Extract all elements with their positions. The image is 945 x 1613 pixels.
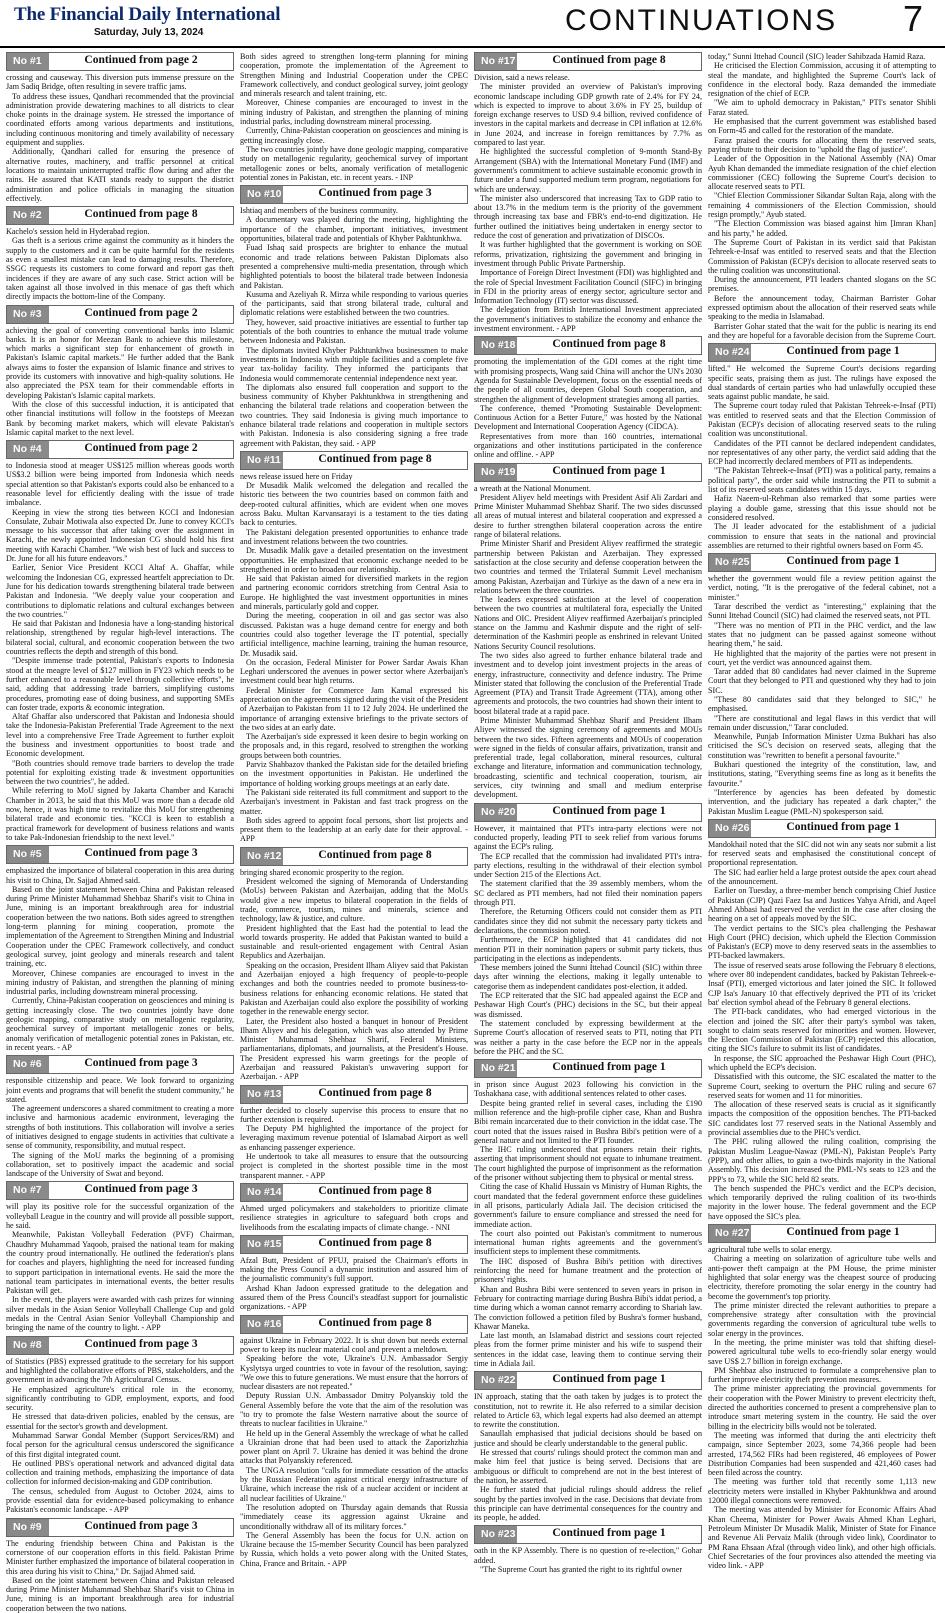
article-paragraph: Parviz Shahbazov thanked the Pakistan side for the detailed briefing on the investment opportunities in Pakistan. He underlined the importance of holding working groups meetings at an early date. [240,760,468,788]
article-paragraph: To address these issues, Qandhari recommended that the provincial administration provide dewatering machines to all districts to clear choke points in the drainage system. He stressed the importance of coordinated efforts among various departments and institutions, including continuous monitoring and timely availability of necessary equipment and supplies. [6,91,234,148]
article-paragraph: emphasized the importance of bilateral cooperation in this area during his visit to China, Dr. Sajjad Ahmed said. [6,866,234,885]
column-3 [474,52,702,1575]
article-paragraph: He emphasized agriculture's critical role in the economy, significantly contributing to GDP, employment, exports, and food security. [6,1384,234,1413]
article-paragraph: However, it maintained that PTI's intra-party elections were not conducted properly, leading PTI to seek relief from various forums against the ECP's ruling. [474,823,702,852]
continued-from-label: Continued from page 1 [517,1372,701,1389]
article-paragraph: The Supreme Court of Pakistan in its verdict said that Pakistan Tehreek-e-Insaf was entitled to reserved seats and that the Election Commission of Pakistan (ECP)'s decision to allocate reserved seats to the ruling coalition was unconstitutional. [708,237,936,275]
article-paragraph: Division, said a news release. [474,73,570,82]
article-paragraph: responsible citizenship and peace. We look forward to organizing joint events and programs that will benefit the student community," he stated. [6,1076,234,1104]
continuation-number: No #27 [709,1225,751,1242]
article-paragraph: Tarar described the verdict as "interesting," explaining that the Sunni Ittehad Council (SIC) had claimed the reserved seats, not PTI. [708,602,936,621]
continued-from-label: Continued from page 8 [517,53,701,70]
continuation-number: No #11 [241,452,283,469]
column-1 [6,52,234,1613]
continuation-number: No #20 [475,804,517,821]
article-paragraph: The leaders expressed satisfaction at the level of cooperation between the two countries at multilateral fora, especially the United Nations and OIC. President Aliyev reaffirmed Azerbaijan's principled stance on the Jammu and Kashmir dispute and the right of self-determination of the Kashmiri people as enshrined in relevant United Nations Security Council resolutions. [474,595,702,651]
continuation-header [240,1235,468,1254]
continuation-block [708,343,936,550]
continued-from-label: Continued from page 8 [283,1086,467,1103]
article-paragraph: The ECP reiterated that the SIC had appealed against the ECP and Peshawar High Court's (PHC) decisions in the SC, but their appeal was dismissed. [474,991,702,1019]
continuation-block [240,1183,468,1232]
article-paragraph: Later, the President also hosted a banquet in honour of President Ilham Aliyev and his delegation, which was also attended by Prime Minister Muhammad Shehbaz Sharif, Federal Ministers, parliamentarians, diplomats, and journalists, at the President's House. The President expressed his warm greetings for the people of Azerbaijan and reassured Pakistan's unwavering support for Azerbaijan. - APP [240,1016,468,1082]
continuation-header [474,336,702,355]
article-columns [0,48,945,1613]
continuation-header [6,1055,234,1074]
continuation-header [708,819,936,838]
continuation-number: No #17 [475,53,517,70]
continuation-block [708,1224,936,1570]
continuation-header [474,52,702,71]
article-paragraph: news release issued here on Friday [240,471,353,481]
article-paragraph: today," Sunni Ittehad Council (SIC) leader Sahibzada Hamid Raza. [708,52,926,61]
article-paragraph: Ishtiaq and members of the business community. [240,206,398,216]
article-paragraph: The delegation from British International Investment appreciated the government's initiatives to stabilize the economy and enhance the investment environment. - APP [474,305,702,334]
continuation-number: No #2 [7,207,49,224]
continuation-block [6,1518,234,1613]
continuation-header [474,803,702,822]
continued-from-label: Continued from page 2 [49,441,233,458]
article-paragraph: Altaf Ghaffar also underscored that Pakistan and Indonesia should take the Indonesia-Pakistan Preferential Trade Agreement to the next level into a comprehensive Free Trade Agreement to further exploit the business and investment opportunities to boost trade and Economic development. [6,712,234,759]
continuation-number: No #23 [475,1526,517,1543]
continuation-block [474,1525,702,1574]
article-paragraph: Afzal Butt, President of PFUJ, praised the Chairman's efforts in making the Press Council a dynamic institution and assured him of the journalistic community's full support. [240,1255,468,1284]
article-paragraph: "There was no mention of PTI in the PHC verdict, and the law states that no judgment can be passed against someone without hearing them," he said. [708,620,936,649]
continuation-header [6,52,234,71]
article-paragraph: With the close of this successful induction, it is anticipated that other financial institutions will follow in the footsteps of Meezan Bank by becoming market makers, which will elevate Pakistan's Islamic capital market to the next level. [6,399,234,437]
continuation-header [240,1315,468,1334]
continuation-number: No #18 [475,337,517,354]
article-paragraph: Speaking before the vote, Ukraine's U.N. Ambassador Sergiy Kyslytsya urged countries to vote in favour of the resolution, saying: "We owe this to future generations. We must ensure that the horrors of nuclear disasters are not repeated." [240,1354,468,1392]
article-paragraph: Dr. Musadik Malik gave a detailed presentation on the investment opportunities. He emphasized that economic exchange needed to be strengthened in order to broaden our relationship. [240,546,468,574]
continuation-number: No #5 [7,846,49,863]
continuation-number: No #6 [7,1056,49,1073]
article-paragraph: The PHC ruling allowed the ruling coalition, comprising the Pakistan Muslim League-Nawaz (PML-N), Pakistan People's Party (PPP), and other allies, to gain a two-thirds majority in the National Assembly. This decision increased the PML-N's seats to 123 and the PPP's to 73, while the SIC held 82 seats. [708,1137,936,1184]
article-paragraph: These members joined the Sunni Ittehad Council (SIC) within three days after winning the elections, making it legally untenable to categorise them as independent candidates post-election, it added. [474,963,702,991]
article-paragraph: "Both countries should remove trade barriers to develop the trade potential for exploiting existing trade & investment opportunities between the two countries", he added. [6,758,234,787]
article-paragraph: Additionally, Qandhari called for ensuring the presence of alternative routes, machinery, and traffic personnel at critical locations to maintain uninterrupted traffic flow during and after the rains. He assured that KATI stands ready to support the district administration and police officials in managing the situation effectively. [6,147,234,203]
article-paragraph: Kachelo's session held in Hyderabad region. [6,227,150,237]
article-paragraph: Gas theft is a serious crime against the community as it hinders the supply to the customers and it can be quite harmful for the residents as even a smallest mistake can lead to damaging results. Therefore, SSGC requests its customers to come forward and report gas theft incidences if they are aware of any such case. Strict action will be taken against all those involved in this menace of gas theft which directly impacts the bottom-line of the Company. [6,236,234,302]
article-paragraph: In the meeting, the prime minister was told that shifting diesel-powered agricultural tube wells to eco-friendly solar energy would save US$ 2.7 billion in foreign exchange. [708,1338,936,1366]
article-paragraph: Currently, China-Pakistan cooperation on geosciences and mining is getting increasingly close. [240,126,468,145]
continuation-block [708,819,936,1221]
article-paragraph: The meeting was attended by Minister for Economic Affairs Ahad Khan Cheema, Minister for Power Awais Ahmed Khan Leghari, Petroleum Minister Dr Musadik Malik, Minister of State for Finance and Revenue Ali Pervaiz Malik (through video link), Coordinator to PM Rana Ehsaan Afzal (through video link), and other high officials. Chief Secretaries of the four provinces also attended the meeting via video link. - APP [708,1505,936,1571]
article-paragraph: Based on the joint statement between China and Pakistan released during Prime Minister Muhammad Shehbaz Sharif's visit to China in June, mining is an important breakthrough area for industrial cooperation between the two nations. Both sides agreed to strengthen long-term planning for mining cooperation, promote the implementation of the Agreement to Strengthen Mining and Industrial Cooperation under the CPEC Framework collectively, and conduct geological survey, joint geology and minerals research and talent training, etc. [6,884,234,969]
article-paragraph: Mandokhail noted that the SIC did not win any seats nor submit a list for reserved seats and emphasised the constitutional concept of proportional representation. [708,839,936,868]
continuation-number: No #1 [7,53,49,70]
article-paragraph: The ECP recalled that the commission had invalidated PTI's intra-party elections, resulting in the withdrawal of their election symbol under Section 215 of the Elections Act. [474,851,702,880]
article-paragraph: further decided to closely supervise this process to ensure that no further extension is required. [240,1105,468,1124]
article-paragraph: The SIC had earlier held a large protest outside the apex court ahead of the announcement. [708,867,936,887]
article-paragraph: Muhammad Sarwar Gondal Member (Support Services/RM) and focal person for the agricultural census underscored the significance of this first digital integrated count. [6,1431,234,1459]
article-paragraph: agricultural tube wells to solar energy. [708,1245,832,1255]
article-paragraph: to Indonesia stood at meager US$125 million whereas goods worth US$3.2 billion were being imported from Indonesia which needs special attention so that Pakistan's exports could also be enhanced to a reasonable level for efficiently dealing with the issue of trade imbalance. [6,461,234,508]
continuation-number: No #4 [7,441,49,458]
continuation-header [474,463,702,482]
article-paragraph: The meeting was informed that during the anti electricity theft campaign, since September 2023, some 74,366 people had been arrested, 174,562 FIRs had been registered, 46 employees of Power Distribution Companies had been suspended and 421,460 cases had been filed across the country. [708,1430,936,1478]
article-paragraph: The IHC disposed of Bushra Bibi's petition with directives reinforcing the need for humane treatment and the protection of prisoners' rights. [474,1256,702,1285]
article-paragraph: Dr Musadik Malik welcomed the delegation and recalled the historic ties between the two countries based on common faith and deep-rooted cultural affinities, which are evident when one moves across Baku. Multan Karvansarayi is a testament to the ties dating back to centuries. [240,481,468,528]
article-paragraph: Representatives from more than 160 countries, international organizations and other institutions participated in the conference online and offline. - APP [474,431,702,460]
article-paragraph: Before the announcement today, Chairman Barrister Gohar expressed optimism about the allocation of their reserved seats while speaking to the media in Islamabad. [708,293,936,322]
continued-from-label: Continued from page 3 [283,186,467,203]
continuation-block [240,451,468,844]
article-paragraph: The enduring friendship between China and Pakistan is the cornerstone of our cooperation efforts in this field. Pakistan Prime Minister further emphasized the importance of bilateral cooperation in this area during his visit to China," Dr. Sajjad Ahmed said. [6,1538,234,1576]
continuation-block [6,1055,234,1178]
article-paragraph: Citing the case of Khalid Hussain vs Ministry of Human Rights, the court mandated that the federal government enforce these guidelines in all prisons, particularly Adiala Jail. The decision criticised the government's failure to ensure compliance and stressed the need for immediate action. [474,1182,702,1229]
article-paragraph: He stressed that courts' rulings should protect the common man and make him feel that justice is being served. Decisions that are ambiguous or difficult to comprehend are not in the best interest of the nation, he asserted. [474,1448,702,1485]
article-paragraph: Therefore, the Returning Officers could not consider them as PTI candidates since they did not submit the necessary party tickets and declarations, the commission noted. [474,907,702,935]
article-paragraph: Moreover, Chinese companies are encouraged to invest in the mining industry of Pakistan, and strengthen the planning of mining industrial parks, including downstream mineral processing. [6,968,234,997]
article-paragraph: He undertook to take all measures to ensure that the outsourcing project is completed in the shortest possible time in the most transparent manner. - APP [240,1152,468,1180]
article-paragraph: Fuad Ishaq said prospects are brighter to enhance the mutual economic and trade relations between Pakistan Diplomats also presented a comprehensive multi-media presentation, through which highlighted potentials to boost the bilateral trade between Indonesia and Pakistan. [240,243,468,290]
page-number: 7 [902,0,923,39]
continuation-block [474,463,702,800]
article-paragraph: whether the government would file a review petition against the verdict, noting, "It is the prerogative of the federal cabinet, not a minister." [708,574,936,602]
article-paragraph: The allocation of these reserved seats is crucial as it significantly impacts the composition of the opposition benches. The PTI-backed SIC candidates lost 77 reserved seats in the National Assembly and provincial assemblies due to the PHC's verdict. [708,1100,936,1138]
article-paragraph: "We aim to uphold democracy in Pakistan," PTI's senator Shibli Faraz stated. [708,98,936,117]
continuation-header [6,305,234,324]
article-paragraph: He emphasised that the current government was established based on Form-45 and called for the restoration of the mandate. [708,117,936,136]
article-paragraph: President welcomed the signing of Memoranda of Understanding (MoUs) between Pakistan and Azerbaijan, adding that the MoUs would give a new impetus to bilateral cooperation in the fields of trade, commerce, tourism, mines and minerals, science and technology, law & justice, and culture. [240,877,468,924]
article-paragraph: They, however, said proactive initiatives are essential to further tap potentials of the both countries to enhance the mutual trade volume between Indonesia and Pakistan. [240,317,468,346]
continued-from-label: Continued from page 3 [49,1056,233,1073]
article-paragraph: He held up in the General Assembly the wreckage of what he called a Ukrainian drone that had been used to attack the Zaporizhzhia power plant on April 7. Ukraine has denied it was behind the drone attacks that Polyanskiy referenced. [240,1428,468,1466]
article-paragraph: "Chief Election Commissioner Sikandar Sultan Raja, along with the remaining 4 commissioners of the Election Commission, should resign promptly," Ayub stated. [708,191,936,220]
continuation-block [240,1235,468,1312]
continued-from-label: Continued from page 8 [283,452,467,469]
continuation-block [6,305,234,438]
continuation-block [474,52,702,333]
article-paragraph: The Deputy PM highlighted the importance of the project for leveraging maximum revenue potential of Islamabad Airport as well as enhancing passenger experience. [240,1124,468,1152]
continuation-block [708,553,936,816]
article-paragraph: The JI leader advocated for the establishment of a judicial commission to ensure that seats in the national and provincial assemblies are returned to their rightful owners based on Form 45. [708,522,936,550]
article-paragraph: The verdict pertains to the SIC's plea challenging the Peshawar High Court (PHC) decision, which upheld the Election Commission of Pakistan's (ECP) move to deny reserved seats in the assemblies to PTI-backed lawmakers. [708,923,936,961]
column-4 [708,52,936,1571]
continued-from-label: Continued from page 1 [517,1060,701,1077]
article-paragraph: The statement concluded by expressing bewilderment at the Supreme Court's allocation of reserved seats to PTI, noting that PTI was neither a party in the case before the ECP nor in the appeals before the PHC and the SC. [474,1018,702,1056]
continued-from-label: Continued from page 1 [517,804,701,821]
continuation-number: No #7 [7,1182,49,1199]
article-paragraph: The court also pointed out Pakistan's commitment to numerous international human rights agreements and the government's insufficient steps to implement these commitments. [474,1228,702,1257]
continued-from-label: Continued from page 8 [283,1184,467,1201]
article-paragraph: During the meeting, cooperation in oil and gas sector was also discussed. Pakistan was a huge demand centre for energy and both countries could also together leverage the IT potential, specially artificial intelligence, machine learning, training the human resource, Dr. Musadik said. [240,611,468,658]
article-paragraph: In the event, the players were awarded with cash prizes for winning silver medals in the Asian Senior Volleyball Challenge Cup and gold medals in the Central Asian Senior Volleyball Championship and bringing the name of the country to light. - APP [6,1295,234,1333]
article-paragraph: "These 80 candidates said that they belonged to SIC," he emphasised. [708,695,936,714]
continuation-number: No #3 [7,306,49,323]
article-paragraph: The Supreme court today ruled that Pakistan Tehreek-e-Insaf (PTI) was entitled to reserved seats and that the Election Commission of Pakistan (ECP)'s decision of allocating reserved seats to the ruling coalition was unconstitutional. [708,401,936,439]
article-paragraph: The minister provided an overview of Pakistan's improving economic landscape including GDP growth rate of 2.4% for FY 24, which is expected to improve to about 3.6% in FY 25, buildup of foreign exchange reserves to USD 9.4 billion, revived confidence of investors in the capital markets and decrease in CPI inflation at 12.6% in June 2024, and increase in foreign remittances by 7.7% as compared to last year. [474,82,702,148]
article-paragraph: The prime minister appreciating the provincial governments for their cooperation with the Power Ministry to prevent electricity theft, directed the authorities concerned to present a comprehensive plan to introduce smart metering system in the country. He said the over billing in the electricity bills would not be tolerated. [708,1384,936,1431]
article-paragraph: achieving the goal of converting conventional banks into Islamic banks. It is an honor for Meezan Bank to achieve this milestone, which marks a significant step for enhancement of growth in Pakistan's Islamic capital markets." He further added that the Bank always aims to foster the expansion of Islamic finance and strives to provide its customers with innovative and high-quality solutions. He also appreciated the PSX team for their commendable efforts in developing Pakistan's Islamic capital markets. [6,325,234,400]
continued-from-label: Continued from page 2 [49,53,233,70]
continued-from-label: Continued from page 3 [49,846,233,863]
article-paragraph: President highlighted that the East had the potential to lead the world towards prosperity. He added that Pakistan wanted to build a sustainable and result-oriented engagement with Central Asian Republics and Azerbaijan. [240,923,468,961]
continuation-number: No #14 [241,1184,283,1201]
article-paragraph: President Aliyev held meetings with President Asif Ali Zardari and Prime Minister Muhammad Shehbaz Sharif. The two sides discussed all areas of mutual interest and bilateral cooperation and expressed a desire to further strengthen bilateral cooperation across the entire range of bilateral relations. [474,492,702,540]
article-paragraph: Leader of the Opposition in the National Assembly (NA) Omar Ayub Khan demanded the immediate resignation of the chief election commissioner (CEC) following the Supreme Court's decision to allocate reserved seats to PTI. [708,154,936,192]
continuation-number: No #21 [475,1060,517,1077]
continuation-header [474,1525,702,1544]
continued-from-label: Continued from page 1 [517,1526,701,1543]
article-paragraph: Federal Minister for Commerce Jam Kamal expressed his appreciation on the agreements signed during the visit of the President of Azerbaijan to Pakistan from 11 to 12 July 2024. He underlined the importance of arranging extensive briefings to the private sectors of the two sides at an early date. [240,685,468,732]
continuation-block [474,1371,702,1522]
continued-from-label: Continued from page 1 [517,464,701,481]
continuation-header [240,451,468,470]
continued-from-label: Continued from page 3 [49,1519,233,1536]
article-paragraph: The prime minister directed the relevant authorities to prepare a comprehensive strategy after consultation with the provincial governments regarding the conversion of agricultural tube wells to solar energy in the provinces. [708,1300,936,1338]
article-paragraph: Bukhari questioned the integrity of the constitution, law, and institutions, stating, "Everything seems fine as long as it benefits the favourite." [708,760,936,788]
continuation-header [240,185,468,204]
article-paragraph: The diplomats also ensured full cooperation and support to the business community of Khyber Pakhtunkhwa in strengthening and enhancing the bilateral trade relations and cooperation between the two countries. They said Indonesia is giving much importance to enhance bilateral trade relations and cooperation in multiple sectors with Pakistan. Indonesia is also considering signing a free trade agreement with Pakistan, they said. - APP [240,382,468,448]
article-paragraph: The agreement underscores a shared commitment to creating a more inclusive and harmonious academic environment, leveraging the strengths of both institutions. This collaboration will involve a series of initiatives designed to engage students in activities that cultivate a sense of community, responsibility, and mutual respect. [6,1104,234,1151]
article-paragraph: On the occasion, Federal Minister for Power Sardar Awais Khan Leghari underscored the avenues in power sector where Azerbaijan's investment could bear high returns. [240,657,468,686]
article-paragraph: Barrister Gohar stated that the wait for the public is nearing its end and they are hopeful for a favorable decision from the Supreme Court. [708,321,936,340]
continuation-number: No #16 [241,1316,283,1333]
continuation-number: No #8 [7,1337,49,1354]
article-paragraph: He outlined PBS's operational network and advanced digital data collection and training methods, emphasizing the importance of data collection for informed decision-making and GDP contribution. [6,1458,234,1487]
article-paragraph: Sanaullah emphasised that judicial decisions should be based on justice and should be clearly understandable to the general public. [474,1429,702,1448]
continuation-block [474,1059,702,1368]
continuation-number: No #10 [241,186,283,203]
continuation-block [6,440,234,842]
article-paragraph: Ahmed urged policymakers and stakeholders to prioritize climate resilience strategies in agriculture to safeguard both crops and livelihoods from the escalating impacts of climate change. - NNI [240,1203,468,1232]
article-paragraph: The UNGA resolution "calls for immediate cessation of the attacks by the Russian Federation against critical energy infrastructure of Ukraine, which increase the risk of a nuclear accident or incident at all nuclear facilities of Ukraine." [240,1465,468,1503]
article-paragraph: It was further highlighted that the government is working on SOE reforms, privatization, rightsizing the government and bringing in investment through Public Private Partnership. [474,240,702,268]
article-paragraph: The PTI-back candidates, who had emerged victorious in the election and joined the SIC after their party's symbol was taken, sought to claim seats reserved for minorities and women. However, the Election Commission of Pakistan (ECP) rejected this allocation, citing the SIC's failure to submit its list of candidates. [708,1007,936,1054]
continued-from-label: Continued from page 1 [751,1225,935,1242]
article-paragraph: "The Election Commission was biased against him [Imran Khan] and his party," he added. [708,219,936,238]
article-paragraph: The General Assembly has been the focus for U.N. action on Ukraine because the 15-member Security Council has been paralyzed by Russia, which holds a veto power along with the United States, China, France and Britain. - APP [240,1530,468,1568]
continuation-number: No #13 [241,1086,283,1103]
article-paragraph: Earlier, Senior Vice President KCCI Altaf A. Ghaffar, while welcoming the Indonesian CG, expressed heartfelt appreciation to Dr. June for his dedication towards strengthening bilateral trade between Pakistan and Indonesia. "We deeply value your cooperation and contributions to diplomatic relations and cultural exchanges between the two countries." [6,563,234,619]
continuation-block [240,52,468,182]
article-paragraph: Importance of Foreign Direct Investment (FDI) was highlighted and the role of Special Investment Facilitation Council (SIFC) in bringing in FDI in the priority areas of energy sector, agriculture sector and Information Technology (IT) sector was discussed. [474,268,702,306]
article-paragraph: The two countries jointly have done geologic mapping, comparative study on metallogenic regularity, geochemical survey of important metallogenic zones or belts, anomaly verification of metallogenic potential zones in Pakistan, etc. in recent years. - INP [240,144,468,182]
article-paragraph: He further stated that judicial rulings should address the relief sought by the parties involved in the case. Decisions that deviate from this principle can have detrimental consequences for the country and its people, he added. [474,1485,702,1523]
article-paragraph: The meeting was further told that recently some 1,113 new electricity meters were installed in Khyber Pakhtunkhwa and around 12000 illegal connections were removed. [708,1477,936,1506]
article-paragraph: Prime Minister Sharif and President Aliyev reaffirmed the strategic partnership between Pakistan and Azerbaijan. They expressed satisfaction at the close security and defense cooperation between the two countries and termed the Trilateral Summit Level mechanism among Pakistan, Azerbaijan and Türkiye as the dawn of a new era in relations between the three countries. [474,539,702,595]
article-paragraph: The Pakistani delegation presented opportunities to enhance trade and investment relations between the two countries. [240,527,468,546]
article-paragraph: Earlier on Tuesday, a three-member bench comprising Chief Justice of Pakistan (CJP) Qazi Faez Isa and Justices Yahya Afridi, and Aqeel Ahmed Abbasi had reserved the verdict in the case after closing the hearing on a set of appeals moved by the SIC. [708,886,936,924]
continuation-header [6,206,234,225]
continuation-number: No #19 [475,464,517,481]
article-paragraph: The Azerbaijan's side expressed it keen desire to begin working on the proposals and, in this regard, resolved to strengthen the working groups between both countries. [240,732,468,760]
article-paragraph: Based on the joint statement between China and Pakistan released during Prime Minister Muhammad Shehbaz Sharif's visit to China in June, mining is an important breakthrough area for industrial cooperation between the two nations. [6,1575,234,1613]
article-paragraph: Arshad Khan Jadoon expressed gratitude to the delegation and assured them of the Press Council's steadfast support for journalistic organizations. - APP [240,1283,468,1312]
continuation-header [240,1183,468,1202]
continuation-block [240,847,468,1082]
article-paragraph: a wreath at the National Monument. [474,483,591,493]
continuation-header [240,847,468,866]
continuation-block [474,336,702,459]
continuation-header [6,440,234,459]
article-paragraph: bringing shared economic prosperity to the region. [240,867,404,877]
article-paragraph: He stressed that data-driven policies, enabled by the census, are essential for the sector's growth and development. [6,1412,234,1431]
continuation-header [474,1371,702,1390]
article-paragraph: Hafiz Naeem-ul-Rehman also remarked that some parties were playing a double game, stressing that this issue should not be considered resolved. [708,494,936,522]
article-paragraph: The signing of the MoU marks the beginning of a promising collaboration, set to positively impact the academic and social landscape of the University of Swat and beyond. [6,1150,234,1179]
article-paragraph: Despite being granted relief in several cases, including the £190 million reference and the high-profile cipher case, Khan and Bushra Bibi remain incarcerated due to their conviction in the iddat case. The court noted that the issues raised in Bushra Bibi's petition were of a general nature and not limited to the PTI founder. [474,1098,702,1145]
article-paragraph: crossing and causeway. This diversion puts immense pressure on the Jam Sadiq Bridge, often resulting in severe traffic jams. [6,73,234,92]
article-paragraph: He highlighted that the majority of the parties were not present in court, yet the verdict was announced against them. [708,648,936,667]
continued-from-label: Continued from page 1 [751,554,935,571]
article-paragraph: Meanwhile, Pakistan Volleyball Federation (PVF) Chairman, Chaudhry Muhammad Yaqoob, praised the national team for making the country proud internationally. He outlined the federation's plans for coaches and players, highlighting the need for increased funding to support participation in international events. He said the more the national team participates in international events, the better results Pakistan will get. [6,1230,234,1296]
article-paragraph: The diplomats invited Khyber Pakhtunkhwa businessmen to make investments in Indonesia with multiple facilities and a complete five year tax-holiday facility. They informed the participants that Indonesia would commemorate centennial independence next year. [240,345,468,383]
continued-from-label: Continued from page 1 [751,820,935,837]
article-paragraph: The resolution adopted on Thursday again demands that Russia "immediately cease its aggression against Ukraine and unconditionally withdraw all of its military forces." [240,1502,468,1531]
continuation-header [6,1181,234,1200]
article-paragraph: "The Pakistan Tehreek-e-Insaf (PTI) was a political party, remains a political party", the order said while instructing the PTI to submit a list of its reserved seats candidates within 15 days. [708,466,936,495]
article-paragraph: He said that Pakistan and Indonesia have a long-standing historical relationship, strengthened by regular high-level interactions. The bilateral social, cultural, and economic cooperation between the two countries reflects the depth and strength of this bond. [6,619,234,657]
continuation-number: No #9 [7,1519,49,1536]
article-paragraph: in prison since August 2023 following his conviction in the Toshakhana case, with additional sentences related to other cases. [474,1080,702,1099]
continued-from-label: Continued from page 3 [49,1337,233,1354]
article-paragraph: IN approach, stating that the oath taken by judges is to protect the constitution, not to rewrite it. He also referred to a similar decision related to Article 63, which legal experts had also deemed an attempt to rewrite the constitution. [474,1392,702,1430]
article-paragraph: lifted." He welcomed the Supreme Court's decisions regarding specific seats, praising them as just. The rulings have exposed the dual standards of certain parties who had unlawfully occupied these seats against public mandate, he said. [708,364,936,402]
continuation-block [240,1085,468,1180]
article-paragraph: Meanwhile, Punjab Information Minister Uzma Bukhari has also criticised the SC's decision on reserved seats, alleging that the constitution was "rewritten to benefit a personal favourite." [708,732,936,760]
continuation-block [240,1315,468,1568]
article-paragraph: The bench suspended the PHC's verdict and the ECP's decision, which temporarily deprived the ruling coalition of its two-thirds majority in the lower house. The federal government and the ECP have opposed the SIC's plea. [708,1183,936,1221]
article-paragraph: Speaking on the occasion, President Ilham Aliyev said that Pakistan and Azerbaijan enjoyed a high frequency of people-to-people exchanges and both the countries needed to promote business-to-business relations for enhancing economic relations. He stated that Pakistan and Azerbaijan could also explore the possibility of working together in the renewable energy sector. [240,960,468,1017]
continuation-block [6,1336,234,1515]
article-paragraph: promoting the implementation of the GDI comes at the right time with promising prospects, Wang said China will anchor the UN's 2030 Agenda for Sustainable Development, focus on the essential needs of the people of all countries, deepen Global South cooperation, and strengthen the alignment of development strategies among all parties. [474,357,702,404]
article-paragraph: He criticised the Election Commission, accusing it of attempting to steal the mandate, and highlighted the Supreme Court's lack of confidence in the electoral body. Raza demanded the immediate resignation of the chief of ECP. [708,61,936,99]
article-paragraph: The statement clarified that the 39 assembly members, whom the SC declared as PTI members, had not filed their nomination papers through PTI. [474,879,702,908]
section-title: CONTINUATIONS [565,4,838,37]
continued-from-label: Continued from page 8 [283,1316,467,1333]
continuation-header [6,845,234,864]
article-paragraph: Chairing a meeting on solarization of agriculture tube wells and anti-power theft campaign at the PM House, the prime minister highlighted that solar energy was the cheapest source of producing electricity, therefore promoting the solar energy in the country had become the government's top priority. [708,1254,936,1301]
continued-from-label: Continued from page 3 [49,1182,233,1199]
article-paragraph: of Statistics (PBS) expressed gratitude to the secretary for his support and highlighted the collaborative efforts of PBS, stakeholders, and the government in advancing the 7th Agricultural Census. [6,1356,234,1385]
article-paragraph: "Despite immense trade potential, Pakistan's exports to Indonesia stood at the meagre level of $127 million in FY23 which needs to be further enhanced to a reasonable level through collective efforts", he said, adding that addressing trade barriers, simplifying customs procedures, promoting ease of doing business, and supporting SMEs can foster trade, exports & economic integration. [6,656,234,712]
article-paragraph: The two sides also agreed to further enhance bilateral trade and investment and to develop joint investment projects in the areas of energy, infrastructure, connectivity and defence industry. The Prime Minister stated that following the conclusion of the Preferential Trade Agreement (PTA) and Transit Trade Agreement (TTA), among other agreements and protocols, the two countries had shown their intent to boost bilateral trade at a rapid pace. [474,650,702,716]
article-paragraph: against Ukraine in February 2022. It is shut down but needs external power to keep its nuclear material cool and prevent a meltdown. [240,1335,468,1354]
article-paragraph: In response, the SIC approached the Peshawar High Court (PHC), which upheld the ECP's decision. [708,1053,936,1072]
issue-date: Saturday, July 13, 2024 [94,27,204,38]
continuation-number: No #24 [709,344,751,361]
article-paragraph: Dissatisfied with this outcome, the SIC escalated the matter to the Supreme Court, seeking to overturn the PHC ruling and secure 67 reserved seats for women and 11 for minorities. [708,1072,936,1100]
article-paragraph: The issue of reserved seats arose following the February 8 elections, where over 80 independent candidates, backed by Pakistan Tehreek-e-Insaf (PTI), emerged victorious and later joined the SIC. It followed CJP Isa's January 10 that effectively deprived the PTI of its 'cricket bat' election symbol ahead of the February 8 general elections. [708,960,936,1007]
article-paragraph: He said that Pakistan aimed for diversified markets in the region and partnering economic corridors stretching from Central Asia to Europe. He highlighted the vast investment opportunities in mines and minerals, particularly gold and copper. [240,574,468,612]
article-paragraph: While referring to MoU signed by Jakarta Chamber and Karachi Chamber in 2013, he said that this MoU was more than a decade old now, hence, it was high time to revitalize this MoU for strengthening bilateral trade and economic ties. "KCCI is keen to establish a practical framework for development of business relations and wants to take Pak-Indonesian friendship to the next level." [6,786,234,842]
article-paragraph: Late last month, an Islamabad district and sessions court rejected pleas from the former prime minister and his wife to suspend their sentences in the iddat case, leaving them to continue serving their time in Adiala Jail. [474,1331,702,1368]
article-paragraph: Candidates of the PTI cannot be declared independent candidates, nor representatives of any other party, the verdict said adding that the ECP had incorrectly declared members of PTI as independents. [708,438,936,467]
article-paragraph: A documentary was played during the meeting, highlighting the importance of the chamber, important initiatives, investment opportunities, bilateral trade and potentials of Khyber Pakhtunkhwa. [240,215,468,244]
continuation-number: No #25 [709,554,751,571]
continuation-header [708,1224,936,1243]
continuation-header [240,1085,468,1104]
continuation-block [708,52,936,340]
continuation-number: No #12 [241,848,283,865]
article-paragraph: "There are constitutional and legal flaws in this verdict that will remain under discussion," Tarar concluded. [708,713,936,732]
article-paragraph: Prime Minister Muhammad Shehbaz Sharif and President Ilham Aliyev witnessed the signing ceremony of agreements and MOUs between the two sides. Fifteen agreements and MOUs of cooperation were signed in the fields of consular affairs, privatization, transit and preferential trade, legal collaboration, mineral resources, cultural exchange and literature, information and communication technology, broadcasting, scientific and technical cooperation, tourism, air services, city twinning and small and medium enterprise development. [474,716,702,800]
continuation-block [6,1181,234,1332]
article-paragraph: "Interference by agencies has been defeated by domestic intervention, and the judiciary has repeated a dark chapter," the Pakistan Muslim League (PML-N) spokesperson said. [708,787,936,816]
article-paragraph: will play its positive role for the successful organization of the volleyball League in the country and will provide all possible support, he said. [6,1202,234,1231]
article-paragraph: oath in the KP Assembly. There is no question of re-election," Gohar added. [474,1546,702,1565]
continued-from-label: Continued from page 2 [49,306,233,323]
newspaper-name: The Financial Daily International [14,4,281,25]
article-paragraph: Tarar added that 80 candidates had never claimed in the Supreme Court that they belonged to PTI and questioned why they had to join SIC. [708,667,936,695]
continuation-block [6,52,234,203]
continued-from-label: Continued from page 8 [283,1236,467,1253]
article-paragraph: Kusuma and Azeliyah R. Mirza while responding to various queries of the participants, said that strong bilateral trade, cultural and diplomatic relations were established between the two countries. [240,289,468,318]
article-paragraph: He highlighted the successful completion of 9-month Stand-By Arrangement (SBA) with the International Monetary Fund (IMF) and government's commitment to achieve sustainable economic growth in future under a fund supported medium term program, negotiations for which are underway. [474,147,702,194]
article-paragraph: Furthermore, the ECP highlighted that 41 candidates did not mention PTI in their nomination papers or submit party tickets, thus participating in the elections as independents. [474,935,702,963]
continuation-header [6,1518,234,1537]
continuation-block [6,845,234,1052]
column-2 [240,52,468,1568]
article-paragraph: The Pakistani side reiterated its full commitment and support to the Azerbaijan's investment in Pakistan and fast track progress on the matter. [240,787,468,816]
article-paragraph: PM Shehbaz also instructed to formulate a comprehensive plan to further improve electricity theft prevention measures. [708,1365,936,1385]
article-paragraph: The census, scheduled from August to October 2024, aims to provide essential data for evidence-based policymaking to enhance Pakistan's economic landscape. - APP [6,1486,234,1515]
continuation-header [708,343,936,362]
continued-from-label: Continued from page 1 [751,344,935,361]
continuation-header [6,1336,234,1355]
article-paragraph: Both sides agreed to strengthen long-term planning for mining cooperation, promote the implementation of the Agreement to Strengthen Mining and Industrial Cooperation under the CPEC Framework collectively, and conduct geological survey, joint geology and minerals research and talent training, etc. [240,52,468,99]
continuation-header [474,1059,702,1078]
continued-from-label: Continued from page 8 [49,207,233,224]
continued-from-label: Continued from page 8 [283,848,467,865]
article-paragraph: Keeping in view the strong ties between KCCI and Indonesian Consulate, Zubair Motiwala also expected Dr. June to convey KCCI's message to his successor that after taking over the assignment in Karachi, the newly appointed Indonesian CG should hold his first meeting with Karachi Chamber. "We wish best of luck and success to Dr. June for all his future endeavors." [6,507,234,564]
continuation-number: No #22 [475,1372,517,1389]
continued-from-label: Continued from page 8 [517,337,701,354]
article-paragraph: During the announcement, PTI leaders chanted slogans on the SC premises. [708,275,936,294]
article-paragraph: The conference, themed "Promoting Sustainable Development: Continuous Action for a Better Future," was hosted by the National Development and International Cooperation Agency (CIDCA). [474,403,702,432]
article-paragraph: Khan and Bushra Bibi were sentenced to seven years in prison in February for contracting marriage during Bushra Bibi's iddat period, a time during which a woman cannot remarry according to Shariah law. The conviction followed a petition filed by Bushra's former husband, Khawar Maneka. [474,1284,702,1331]
continuation-block [6,206,234,301]
article-paragraph: Both sides agreed to appoint focal persons, short list projects and present them to the leadership at an early date for their approval. - APP [240,815,468,844]
continuation-number: No #15 [241,1236,283,1253]
continuation-block [474,803,702,1056]
article-paragraph: Currently, China-Pakistan cooperation on geosciences and mining is getting increasingly close. The two countries jointly have done geologic mapping, comparative study on metallogenic regularity, geochemical survey of important metallogenic zones or belts, anomaly verification of metallogenic potential zones in Pakistan, etc. in recent years. - AP [6,996,234,1052]
article-paragraph: Faraz praised the courts for allocating them the reserved seats, paying tribute to their decision to "uphold the flag of justice". [708,135,936,154]
article-paragraph: Deputy Russian U.N. Ambassador Dmitry Polyanskiy told the General Assembly before the vote that the aim of the resolution was "to try to promote the false Western narrative about the source of threats to nuclear facilities in Ukraine." [240,1391,468,1429]
masthead [0,0,945,48]
continuation-block [240,185,468,448]
article-paragraph: Moreover, Chinese companies are encouraged to invest in the mining industry of Pakistan, and strengthen the planning of mining industrial parks, including downstream mineral processing. [240,98,468,127]
article-paragraph: The minister also underscored that increasing Tax to GDP ratio to about 13.7% in the medium term is the priority of the government through increasing tax base and FBR's end-to-end digitization. He further outlined the initiatives being undertaken in energy sector to reduce the cost of generation and privatization of DISCOs. [474,193,702,241]
article-paragraph: "The Supreme Court has granted the right to its rightful owner [480,1565,683,1575]
article-paragraph: The IHC ruling underscored that prisoners retain their rights, asserting that imprisonment should not equate to inhumane treatment. The court highlighted the purpose of imprisonment as the reformation of the prisoner without subjecting them to physical or mental stress. [474,1145,702,1183]
continuation-number: No #26 [709,820,751,837]
continuation-header [708,553,936,572]
